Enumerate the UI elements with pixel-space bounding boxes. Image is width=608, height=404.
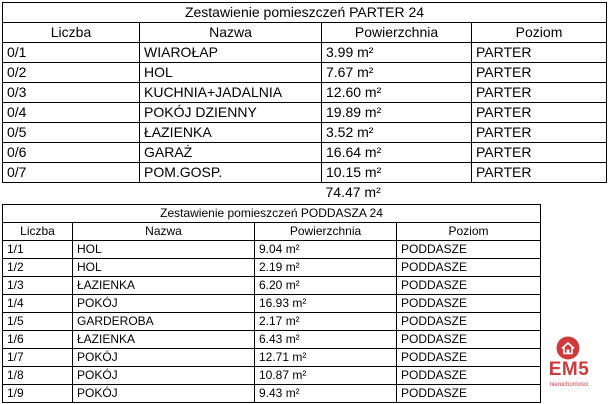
cell-nazwa: GARAŻ bbox=[140, 143, 322, 163]
cell-liczba: 1/3 bbox=[3, 277, 73, 295]
table-row bbox=[3, 295, 541, 313]
cell-poziom: PARTER bbox=[472, 43, 607, 63]
cell-powierzchnia: 16.93 m² bbox=[255, 295, 397, 313]
cell-poziom: PARTER bbox=[472, 163, 607, 183]
cell-poziom: PODDASZE bbox=[397, 259, 541, 277]
cell-liczba: 1/1 bbox=[3, 241, 73, 259]
table-row bbox=[3, 241, 541, 259]
table-row bbox=[3, 83, 607, 103]
cell-poziom: PODDASZE bbox=[397, 385, 541, 403]
cell-nazwa: WIAROŁAP bbox=[140, 43, 322, 63]
cell-liczba: 0/6 bbox=[3, 143, 140, 163]
header-nazwa: Nazwa bbox=[73, 223, 255, 241]
cell-poziom: PODDASZE bbox=[397, 241, 541, 259]
cell-powierzchnia: 7.67 m² bbox=[322, 63, 472, 83]
cell-powierzchnia: 19.89 m² bbox=[322, 103, 472, 123]
cell-nazwa: ŁAZIENKA bbox=[73, 277, 255, 295]
cell-liczba: 0/2 bbox=[3, 63, 140, 83]
cell-poziom: PODDASZE bbox=[397, 313, 541, 331]
cell-nazwa: POM.GOSP. bbox=[140, 163, 322, 183]
header-liczba: Liczba bbox=[3, 223, 73, 241]
cell-powierzchnia: 2.17 m² bbox=[255, 313, 397, 331]
cell-liczba: 1/8 bbox=[3, 367, 73, 385]
cell-poziom: PARTER bbox=[472, 143, 607, 163]
cell-nazwa: POKÓJ bbox=[73, 385, 255, 403]
cell-liczba: 0/4 bbox=[3, 103, 140, 123]
cell-liczba: 1/5 bbox=[3, 313, 73, 331]
cell-powierzchnia: 3.52 m² bbox=[322, 123, 472, 143]
parter-title: Zestawienie pomieszczeń PARTER 24 bbox=[3, 3, 607, 23]
cell-powierzchnia: 10.87 m² bbox=[255, 367, 397, 385]
cell-nazwa: POKÓJ bbox=[73, 367, 255, 385]
cell-poziom: PODDASZE bbox=[397, 277, 541, 295]
cell-powierzchnia: 2.19 m² bbox=[255, 259, 397, 277]
cell-liczba: 1/4 bbox=[3, 295, 73, 313]
cell-liczba: 0/7 bbox=[3, 163, 140, 183]
cell-poziom: PARTER bbox=[472, 103, 607, 123]
header-liczba: Liczba bbox=[3, 23, 140, 43]
cell-liczba: 1/7 bbox=[3, 349, 73, 367]
cell-nazwa: HOL bbox=[140, 63, 322, 83]
poddasze-title: Zestawienie pomieszczeń PODDASZA 24 bbox=[3, 205, 541, 223]
table-row bbox=[3, 103, 607, 123]
cell-powierzchnia: 12.60 m² bbox=[322, 83, 472, 103]
cell-poziom: PODDASZE bbox=[397, 331, 541, 349]
header-powierzchnia: Powierzchnia bbox=[322, 23, 472, 43]
cell-nazwa: HOL bbox=[73, 259, 255, 277]
parter-table bbox=[2, 2, 607, 202]
cell-poziom: PARTER bbox=[472, 63, 607, 83]
cell-nazwa: POKÓJ bbox=[73, 349, 255, 367]
em5-logo bbox=[540, 336, 602, 402]
cell-powierzchnia: 3.99 m² bbox=[322, 43, 472, 63]
cell-nazwa: HOL bbox=[73, 241, 255, 259]
cell-poziom: PARTER bbox=[472, 83, 607, 103]
cell-liczba: 1/2 bbox=[3, 259, 73, 277]
logo-subtitle: nieruchomości bbox=[549, 382, 589, 388]
table-row bbox=[3, 63, 607, 83]
total-row bbox=[3, 183, 607, 203]
cell-powierzchnia: 9.04 m² bbox=[255, 241, 397, 259]
cell-powierzchnia: 10.15 m² bbox=[322, 163, 472, 183]
total-area: 74.47 m² bbox=[325, 184, 381, 200]
cell-powierzchnia: 16.64 m² bbox=[322, 143, 472, 163]
poddasze-table bbox=[2, 204, 541, 403]
table-row bbox=[3, 123, 607, 143]
cell-poziom: PODDASZE bbox=[397, 295, 541, 313]
cell-nazwa: POKÓJ DZIENNY bbox=[140, 103, 322, 123]
cell-liczba: 1/9 bbox=[3, 385, 73, 403]
table-row bbox=[3, 143, 607, 163]
cell-poziom: PARTER bbox=[472, 123, 607, 143]
cell-poziom: PODDASZE bbox=[397, 367, 541, 385]
cell-nazwa: POKÓJ bbox=[73, 295, 255, 313]
cell-powierzchnia: 6.43 m² bbox=[255, 331, 397, 349]
header-poziom: Poziom bbox=[472, 23, 607, 43]
cell-powierzchnia: 12.71 m² bbox=[255, 349, 397, 367]
table-row bbox=[3, 259, 541, 277]
cell-powierzchnia: 9.43 m² bbox=[255, 385, 397, 403]
cell-liczba: 1/6 bbox=[3, 331, 73, 349]
table-row bbox=[3, 43, 607, 63]
cell-liczba: 0/3 bbox=[3, 83, 140, 103]
table-row bbox=[3, 385, 541, 403]
table-row bbox=[3, 349, 541, 367]
cell-nazwa: ŁAZIENKA bbox=[140, 123, 322, 143]
header-powierzchnia: Powierzchnia bbox=[255, 223, 397, 241]
table-row bbox=[3, 277, 541, 295]
header-nazwa: Nazwa bbox=[140, 23, 322, 43]
cell-liczba: 0/5 bbox=[3, 123, 140, 143]
table-row bbox=[3, 367, 541, 385]
table-row bbox=[3, 163, 607, 183]
cell-nazwa: KUCHNIA+JADALNIA bbox=[140, 83, 322, 103]
table-row bbox=[3, 331, 541, 349]
cell-liczba: 0/1 bbox=[3, 43, 140, 63]
cell-nazwa: GARDEROBA bbox=[73, 313, 255, 331]
cell-nazwa: ŁAZIENKA bbox=[73, 331, 255, 349]
cell-powierzchnia: 6.20 m² bbox=[255, 277, 397, 295]
house-icon bbox=[556, 336, 580, 360]
table-row bbox=[3, 313, 541, 331]
cell-poziom: PODDASZE bbox=[397, 349, 541, 367]
logo-text: EM5 bbox=[548, 359, 590, 380]
header-poziom: Poziom bbox=[397, 223, 541, 241]
